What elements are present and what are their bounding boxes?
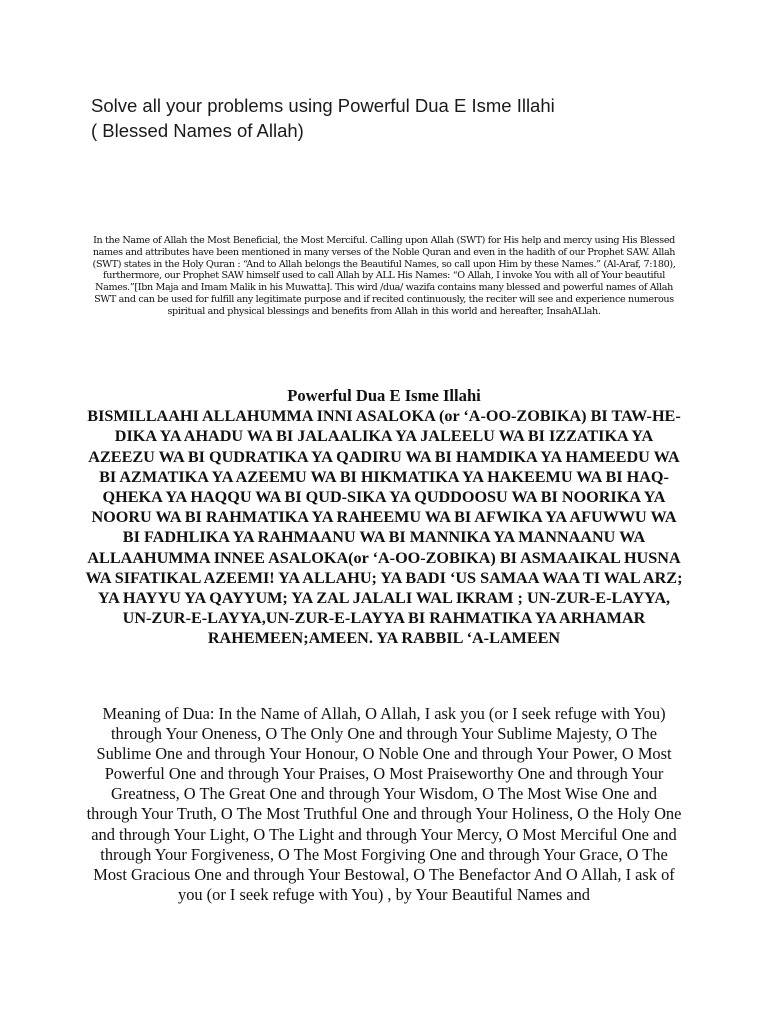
dua-text: BISMILLAAHI ALLAHUMMA INNI ASALOKA (or ‘A-OO-ZOBIKA) BI TAW-HE-DIKA YA AHADU WA BI JALAALIKA YA JALEELU WA BI IZZATIKA YA AZEEZU WA BI QUDRATIKA YA QADIRU WA BI HAMDIKA YA HAMEEDU WA BI AZMATIKA YA AZEEMU WA BI HIKMATIKA YA HAKEEMU WA BI HAQ-QHEKA YA HAQQU WA BI QUD-SIKA YA QUDDOOSU WA BI NOORIKA YA NOORU WA BI RAHMATIKA YA RAHEEMU WA BI AFWIKA YA AFUWWU WA BI FADHLIKA YA RAHMAANU WA BI MANNIKA YA MANNAANU WA ALLAAHUMMA INNEE ASALOKA(or ‘A-OO-ZOBIKA) BI ASMAAIKAL HUSNA WA SIFATIKAL AZEEMI! YA ALLAHU; YA BADI ‘US SAMAA WAA TI WAL ARZ; YA HAYYU YA QAYYUM; YA ZAL JALALI WAL IKRAM ; UN-ZUR-E-LAYYA, UN-ZUR-E-LAYYA,UN-ZUR-E-LAYYA BI RAHMATIKA YA ARHAMAR RAHEMEEN;AMEEN. YA RABBIL ‘A-LAMEEN — [85, 407, 683, 648]
dua-meaning-paragraph: Meaning of Dua: In the Name of Allah, O Allah, I ask you (or I seek refuge with You) through Your Oneness, O The Only One and through Your Sublime Majesty, O The Sublime One and through Your Honour, O Noble One and through Your Power, O Most Powerful One and through Your Praises, O Most Praiseworthy One and through Your Greatness, O The Great One and through Your Wisdom, O The Most Wise One and through Your Truth, O The Most Truthful One and through Your Holiness, O the Holy One and through Your Light, O The Light and through Your Mercy, O Most Merciful One and through Your Forgiveness, O The Most Forgiving One and through Your Grace, O The Most Gracious One and through Your Bestowal, O The Benefactor And O Allah, I ask of you (or I seek refuge with You) , by Your Beautiful Names and — [86, 704, 682, 904]
title-line-2: ( Blessed Names of Allah) — [91, 120, 304, 141]
title-line-1: Solve all your problems using Powerful Dua E Isme Illahi — [91, 95, 555, 116]
dua-heading: Powerful Dua E Isme Illahi — [287, 386, 481, 405]
document-title — [91, 93, 691, 143]
dua-section — [84, 386, 684, 649]
intro-paragraph: In the Name of Allah the Most Beneficial, the Most Merciful. Calling upon Allah (SWT) for His help and mercy using His Blessed names and attributes have been mentioned in many verses of the Noble Quran and even in the hadith of our Prophet SAW. Allah (SWT) states in the Holy Quran : “And to Allah belongs the Beautiful Names, so call upon Him by these Names.” (Al-Araf, 7:180), furthermore, our Prophet SAW himself used to call Allah by ALL His Names: “O Allah, I invoke You with all of Your beautiful Names.”[Ibn Maja and Imam Malik in his Muwatta]. This wird /dua/ wazifa contains many blessed and powerful names of Allah SWT and can be used for fulfill any legitimate purpose and if recited continuously, the reciter will see and experience numerous spiritual and physical blessings and benefits from Allah in this world and hereafter, InsahALlah. — [92, 235, 676, 317]
